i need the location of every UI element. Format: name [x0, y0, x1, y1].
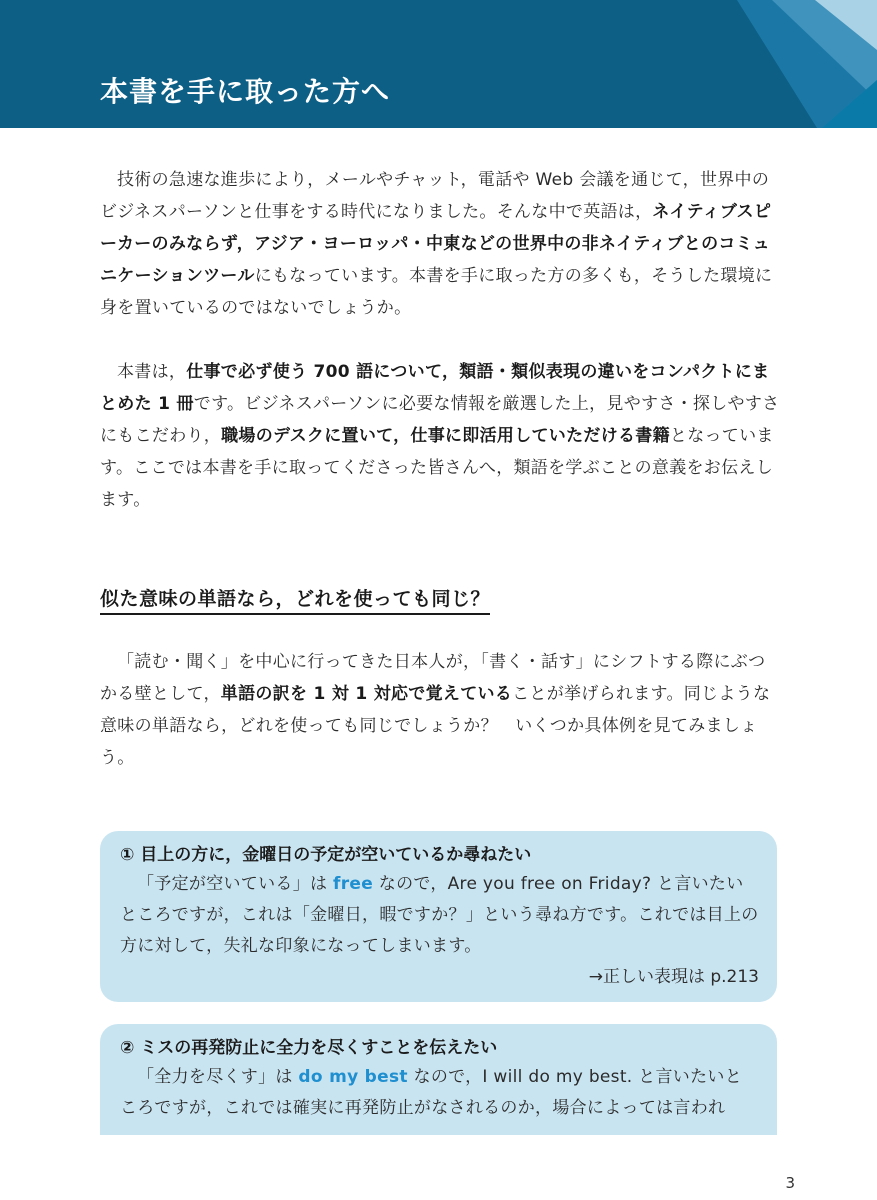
page-number: 3: [785, 1174, 795, 1192]
intro-p2-bold-1: 仕事で必ず使う 700 語について，類語・類似表現の違いをコンパクトにまとめた 1 冊: [100, 362, 770, 414]
example-1-title: ① 目上の方に，金曜日の予定が空いているか尋ねたい: [120, 845, 532, 865]
intro-p2-bold-2: 職場のデスクに置いて，仕事に即活用していただける書籍: [221, 426, 670, 446]
page-bottom-cutoff: [0, 1135, 877, 1175]
example-1-text-1: 「予定が空いている」は: [137, 874, 334, 894]
intro-p1-text-1: 技術の急速な進歩により，メールやチャット，電話や Web 会議を通じて，世界中のビジネスパーソンと仕事をする時代になりました。そんな中で英語は，: [100, 170, 770, 222]
example-1-body: [120, 869, 759, 962]
intro-paragraph-1: [100, 164, 780, 324]
example-1-page-reference: →正しい表現は p.213: [588, 967, 759, 987]
intro-p1-text-2: にもなっています。本書を手に取った方の多くも，そうした環境に身を置いているのではないでしょうか。: [100, 266, 773, 318]
chapter-header-band: [0, 0, 877, 128]
example-2-body: [120, 1062, 759, 1124]
section-paragraph: [100, 646, 780, 774]
section-p1-text-1: 「読む・聞く」を中心に行ってきた日本人が，「書く・話す」にシフトする際にぶつかる壁として，: [100, 652, 766, 704]
example-1-text-2: なので，Are you free on Friday? と言いたいところですが，これは「金曜日，暇ですか？」という尋ね方です。これでは目上の方に対して，失礼な印象になってしまいます。: [120, 874, 759, 956]
section-p1-text-2: ことが挙げられます。同じような意味の単語なら，どれを使っても同じでしょうか？ いくつか具体例を見てみましょう。: [100, 684, 771, 768]
example-2-title: ② ミスの再発防止に全力を尽くすことを伝えたい: [120, 1038, 498, 1058]
example-2-text-2: なので，I will do my best. と言いたいところですが，これでは確実に再発防止がなされるのか，場合によっては言われ: [120, 1067, 743, 1118]
example-2-keyword: do my best: [298, 1067, 408, 1087]
page-title: 本書を手に取った方へ: [100, 75, 391, 108]
intro-p1-bold-1: ネイティブスピーカーのみならず，アジア・ヨーロッパ・中東などの世界中の非ネイティブとのコミュニケーションツール: [100, 202, 772, 286]
intro-p2-text-2: です。ビジネスパーソンに必要な情報を厳選した上，見やすさ・探しやすさにもこだわり，: [100, 394, 780, 446]
example-box-1: [100, 831, 777, 1002]
section-heading: 似た意味の単語なら，どれを使っても同じ？: [100, 584, 490, 615]
intro-p2-text-1: 本書は，: [117, 362, 187, 382]
header-decoration-triangles: [697, 0, 877, 128]
intro-paragraph-2: [100, 356, 780, 516]
example-1-keyword: free: [333, 874, 374, 894]
intro-p2-text-3: となっています。ここでは本書を手に取ってくださった皆さんへ，類語を学ぶことの意義をお伝えします。: [100, 426, 774, 510]
section-p1-bold-1: 単語の訳を 1 対 1 対応で覚えている: [220, 684, 513, 704]
example-2-text-1: 「全力を尽くす」は: [137, 1067, 299, 1087]
